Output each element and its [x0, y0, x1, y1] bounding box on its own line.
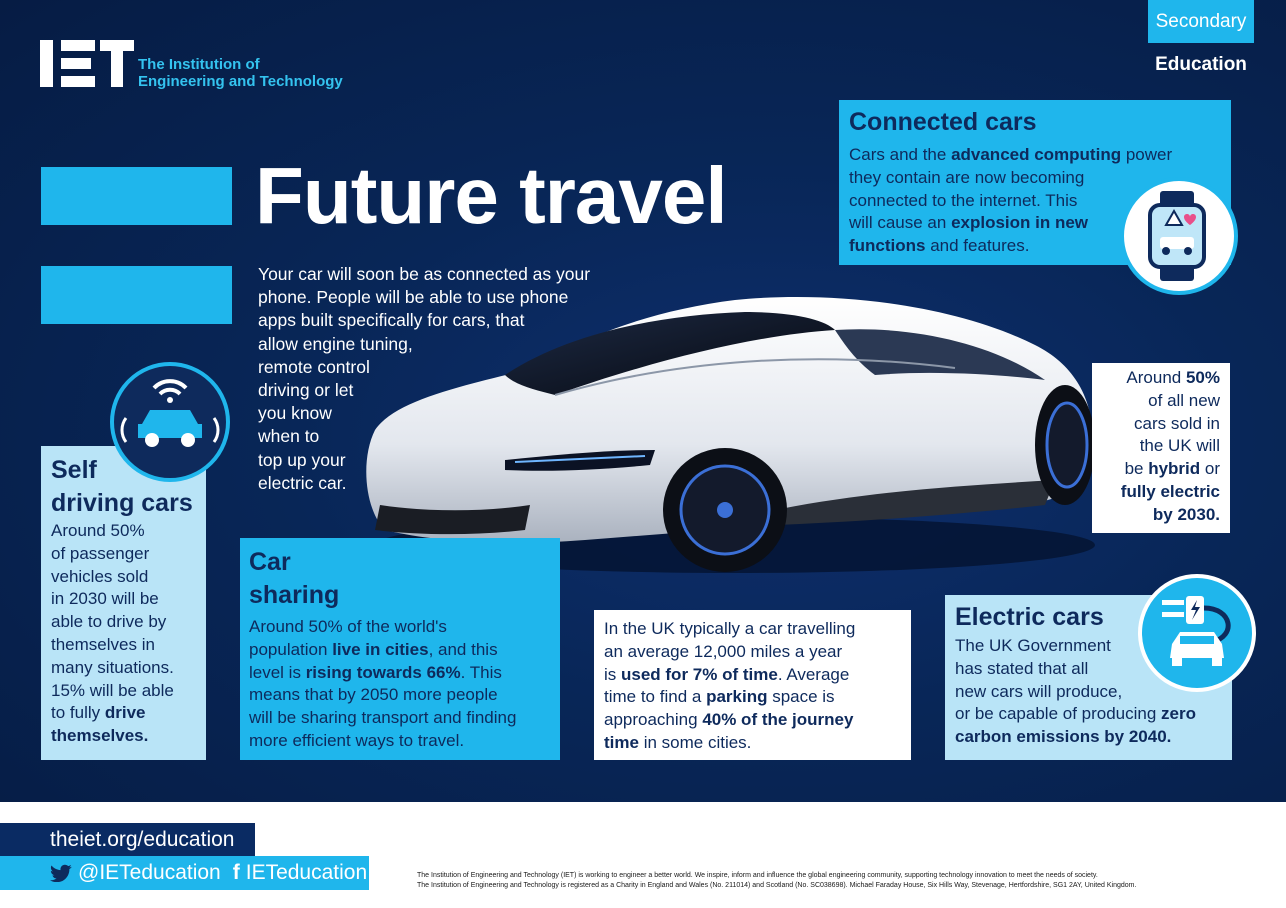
intro-line: phone. People will be able to use phone — [258, 287, 569, 308]
car-sharing-line: more efficient ways to travel. — [249, 730, 465, 750]
connected-cars-line: they contain are now becoming — [849, 167, 1085, 187]
education-tag: Education — [1155, 54, 1247, 75]
ev-plug-car-icon — [1142, 578, 1252, 688]
intro-line: electric car. — [258, 472, 347, 493]
parking-body — [604, 618, 901, 755]
text-fragment: explosion in new — [951, 213, 1089, 233]
secondary-tag: Secondary — [1148, 0, 1254, 43]
text-fragment: approaching — [604, 710, 703, 730]
hybrid-line: the UK will — [1139, 436, 1220, 456]
parking-line — [604, 686, 901, 709]
car-sharing-line: will be sharing transport and finding — [249, 708, 517, 728]
text-fragment: . Average — [777, 664, 850, 684]
text-fragment: . This — [460, 662, 502, 682]
parking-card — [594, 610, 911, 760]
intro-line: driving or let — [258, 380, 354, 401]
text-fragment: in some cities. — [638, 732, 752, 752]
car-sharing-line — [249, 662, 551, 685]
electric-line: has stated that all — [955, 658, 1089, 678]
text-fragment: time — [604, 732, 639, 752]
wifi-car-icon — [114, 366, 226, 478]
intro-line: you know — [258, 403, 332, 424]
text-fragment: zero — [1161, 704, 1197, 724]
legal-notice — [417, 871, 1257, 891]
text-fragment: will cause an — [849, 213, 952, 233]
self-driving-line: in 2030 will be — [51, 589, 159, 609]
intro-line: when to — [258, 426, 320, 447]
smartwatch-car-alert-icon — [1124, 181, 1234, 291]
self-driving-circle — [110, 362, 230, 482]
hybrid-line: by 2030. — [1152, 504, 1220, 524]
text-fragment: live in cities — [332, 639, 429, 659]
intro-text — [258, 263, 590, 495]
text-fragment: be — [1124, 459, 1149, 479]
car-sharing-card — [240, 538, 560, 760]
decorative-bar-bottom — [41, 266, 232, 324]
text-fragment: Around — [1126, 368, 1186, 387]
intro-line: allow engine tuning, — [258, 333, 413, 354]
electric-line: The UK Government — [955, 636, 1111, 655]
self-driving-line: able to drive by — [51, 612, 167, 632]
car-sharing-body — [249, 616, 551, 753]
org-name-line1: The Institution of — [138, 56, 260, 73]
car-sharing-line: means that by 2050 more people — [249, 685, 498, 705]
legal-line: The Institution of Engineering and Technology (IET) is working to engineer a better world. We inspire, inform and influence the global engineering community, supporting technology innovation to meet the needs of society. — [417, 872, 1098, 879]
text-fragment: 50% — [1185, 368, 1220, 387]
text-fragment: is — [604, 664, 621, 684]
electric-line: new cars will produce, — [955, 681, 1123, 701]
hybrid-stat-card — [1092, 363, 1230, 533]
org-name-line2: Engineering and Technology — [138, 73, 343, 90]
iet-logo-icon — [40, 40, 135, 88]
hybrid-line — [1102, 458, 1220, 481]
electric-line — [955, 703, 1222, 726]
self-driving-line: 15% will be able — [51, 680, 174, 700]
electric-line — [955, 726, 1222, 749]
connected-cars-heading: Connected cars — [849, 108, 1037, 136]
parking-line — [604, 732, 901, 755]
parking-line — [604, 709, 901, 732]
self-driving-line — [51, 702, 196, 725]
hybrid-line: fully electric — [1120, 481, 1220, 501]
text-fragment: level is — [249, 662, 306, 682]
heading-line: driving cars — [51, 489, 193, 517]
self-driving-line: many situations. — [51, 657, 174, 677]
self-driving-line: themselves in — [51, 634, 155, 654]
intro-line: apps built specifically for cars, that — [258, 310, 525, 331]
text-fragment: by 2040. — [1099, 727, 1172, 747]
heading-line: Self — [51, 456, 97, 484]
car-sharing-line: Around 50% of the world's — [249, 617, 447, 636]
electric-cars-heading: Electric cars — [955, 603, 1104, 631]
car-sharing-line — [249, 639, 551, 662]
website-link[interactable]: theiet.org/education — [0, 823, 255, 857]
parking-line: In the UK typically a car travelling — [604, 619, 856, 638]
text-fragment: functions — [849, 236, 926, 256]
parking-line: an average 12,000 miles a year — [604, 641, 843, 661]
intro-line: top up your — [258, 449, 346, 470]
intro-line: remote control — [258, 356, 370, 377]
text-fragment: or — [1200, 459, 1220, 479]
text-fragment: or be capable of producing — [955, 704, 1162, 724]
twitter-bird-icon — [50, 864, 72, 882]
hybrid-stat-body — [1102, 367, 1220, 527]
text-fragment: 40% of the journey — [702, 710, 854, 730]
self-driving-body — [51, 520, 196, 748]
text-fragment: time to find a — [604, 687, 707, 707]
car-sharing-heading — [249, 546, 551, 612]
self-driving-line: vehicles sold — [51, 566, 149, 586]
text-fragment: used for 7% of time — [621, 664, 778, 684]
text-fragment: rising towards 66% — [305, 662, 461, 682]
text-fragment: , and this — [428, 639, 498, 659]
self-driving-line: of passenger — [51, 543, 150, 563]
electric-circle — [1138, 574, 1256, 692]
connected-cars-line — [849, 144, 1221, 167]
heading-line: Car — [249, 548, 291, 576]
hybrid-line — [1102, 367, 1220, 390]
smartwatch-circle — [1120, 177, 1238, 295]
connected-cars-line: connected to the internet. This — [849, 190, 1078, 210]
facebook-f-icon: f — [232, 861, 240, 884]
self-driving-card — [41, 446, 206, 760]
parking-line — [604, 664, 901, 687]
text-fragment: population — [249, 639, 333, 659]
decorative-bar-top — [41, 167, 232, 225]
text-fragment: carbon emissions — [955, 727, 1100, 747]
text-fragment: Cars and the — [849, 145, 952, 164]
text-fragment: hybrid — [1148, 459, 1201, 479]
intro-line: Your car will soon be as connected as your — [258, 264, 591, 284]
hybrid-line: of all new — [1148, 390, 1220, 410]
twitter-handle[interactable]: @IETeducation — [78, 861, 221, 884]
text-fragment: advanced computing — [951, 145, 1122, 164]
social-links — [0, 856, 369, 890]
self-driving-line: themselves. — [51, 726, 149, 746]
text-fragment: space is — [767, 687, 835, 707]
facebook-handle[interactable]: IETeducation — [245, 861, 368, 884]
org-name — [138, 56, 343, 90]
hybrid-line: cars sold in — [1134, 413, 1220, 433]
text-fragment: power — [1121, 145, 1173, 164]
page-title: Future travel — [255, 151, 727, 240]
text-fragment: and features. — [925, 236, 1030, 256]
self-driving-line: Around 50% — [51, 521, 145, 540]
legal-line: The Institution of Engineering and Technology is registered as a Charity in England and Wales (No. 211014) and Scotland (No. SC038698). Michael Faraday House, Six Hills Way, Stevenage, Hertfordshire, SG1 2AY, United Kingdom. — [417, 882, 1137, 889]
text-fragment: drive — [104, 703, 146, 723]
text-fragment: to fully — [51, 703, 105, 723]
text-fragment: parking — [706, 687, 768, 707]
heading-line: sharing — [249, 581, 340, 609]
